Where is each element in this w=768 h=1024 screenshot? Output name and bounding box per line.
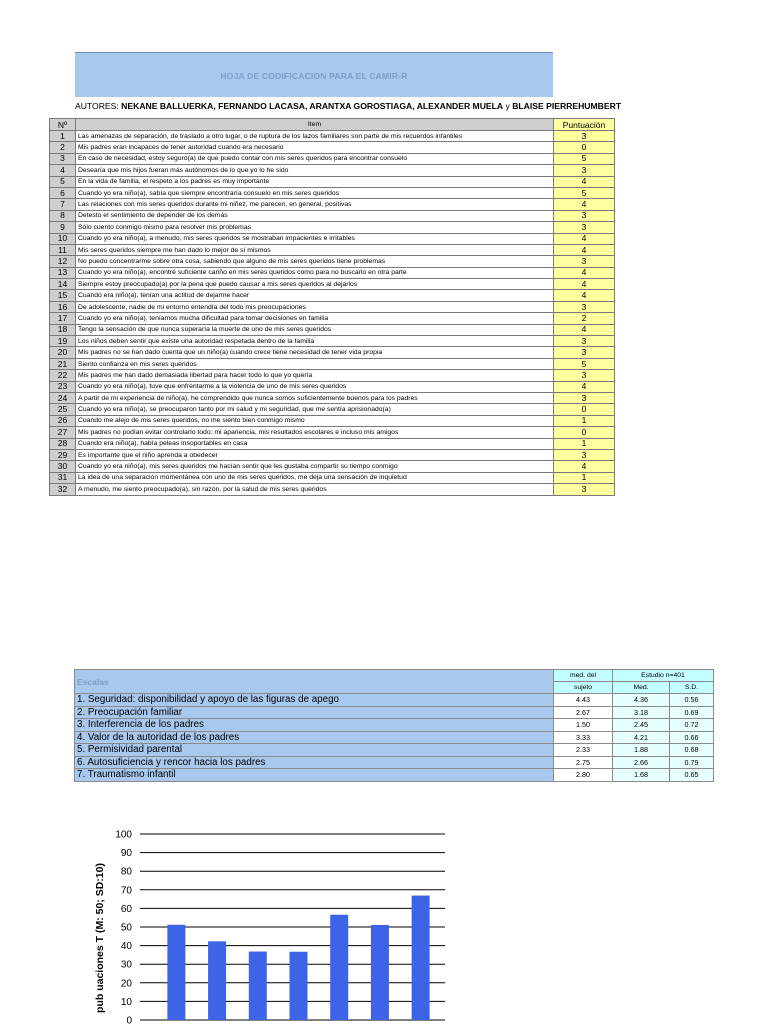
item-text: Cuando yo era niño(a), se preocuparon tanto por mi salud y mi seguridad, que me sentía aprisionado(a)	[76, 404, 554, 415]
scale-study-sd: 0.69	[670, 706, 714, 719]
item-text: En caso de necesidad, estoy seguro(a) de que puedo contar con mis seres queridos para encontrar consuelo	[76, 153, 554, 164]
item-text: Los niños deben sentir que existe una autoridad respetada dentro de la familia	[76, 336, 554, 347]
item-number: 1	[50, 131, 76, 142]
chart-y-tick-label: 20	[120, 978, 132, 990]
item-row	[50, 461, 615, 472]
item-row	[50, 131, 615, 142]
chart-bar	[208, 941, 226, 1020]
item-text: Sólo cuento conmigo mismo para resolver mis problemas	[76, 222, 554, 233]
item-text: A partir de mi experiencia de niño(a), he comprendido que nunca somos suficientemente buenos para los padres	[76, 392, 554, 403]
scale-subject-mean: 3.33	[554, 731, 613, 744]
item-score: 3	[554, 370, 615, 381]
item-score: 1	[554, 472, 615, 483]
item-text: De adolescente, nadie de mi entorno entendía del todo mis preocupaciones	[76, 301, 554, 312]
item-row	[50, 381, 615, 392]
item-number: 10	[50, 233, 76, 244]
items-body	[50, 131, 615, 496]
item-text: Cuando yo era niño(a), sabía que siempre encontraría consuelo en mis seres queridos	[76, 187, 554, 198]
scale-row	[75, 719, 714, 732]
chart-y-tick-label: 80	[120, 866, 132, 878]
item-row	[50, 187, 615, 198]
t-scores-chart	[75, 822, 455, 1024]
scale-study-mean: 2.45	[613, 719, 670, 732]
item-row	[50, 279, 615, 290]
item-text: Cuando era niño(a), había peleas insoportables en casa	[76, 438, 554, 449]
item-score: 4	[554, 290, 615, 301]
item-row	[50, 415, 615, 426]
item-text: La idea de una separación momentánea con uno de mis seres queridos, me deja una sensación de inquietud	[76, 472, 554, 483]
scale-name: 1. Seguridad: disponibilidad y apoyo de las figuras de apego	[75, 694, 554, 707]
chart-y-tick-label: 90	[120, 848, 132, 860]
item-text: Cuando me alejo de mis seres queridos, no me siento bien conmigo mismo	[76, 415, 554, 426]
item-score: 3	[554, 336, 615, 347]
chart-y-tick-label: 70	[120, 885, 132, 897]
item-text: Mis padres me han dado demasiada libertad para hacer todo lo que yo quería	[76, 370, 554, 381]
item-score: 3	[554, 484, 615, 495]
item-score: 4	[554, 461, 615, 472]
item-text: Desearía que mis hijos fueran más autónomos de lo que yo lo he sido	[76, 165, 554, 176]
scale-subject-mean: 2.67	[554, 706, 613, 719]
item-row	[50, 142, 615, 153]
item-number: 21	[50, 358, 76, 369]
scale-subject-mean: 2.33	[554, 744, 613, 757]
item-number: 8	[50, 210, 76, 221]
item-text: Detesto el sentimiento de depender de los demás	[76, 210, 554, 221]
item-score: 0	[554, 427, 615, 438]
item-row	[50, 153, 615, 164]
scale-study-sd: 0.65	[670, 769, 714, 782]
item-text: Las relaciones con mis seres queridos durante mi niñez, me parecen, en general, positivas	[76, 199, 554, 210]
item-number: 31	[50, 472, 76, 483]
scale-name: 7. Traumatismo infantil	[75, 769, 554, 782]
item-number: 4	[50, 165, 76, 176]
item-text: Cuando yo era niño(a), mis seres queridos me hacían sentir que les gustaba compartir su tiempo conmigo	[76, 461, 554, 472]
item-score: 4	[554, 279, 615, 290]
item-text: A menudo, me siento preocupado(a), sin razón, por la salud de mis seres queridos	[76, 484, 554, 495]
scale-study-sd: 0.72	[670, 719, 714, 732]
item-number: 12	[50, 256, 76, 267]
scale-study-mean: 2.66	[613, 756, 670, 769]
item-row	[50, 449, 615, 460]
item-number: 28	[50, 438, 76, 449]
item-number: 7	[50, 199, 76, 210]
item-row	[50, 370, 615, 381]
item-row	[50, 438, 615, 449]
scale-study-mean: 1.88	[613, 744, 670, 757]
item-score: 0	[554, 142, 615, 153]
item-text: Cuando yo era niño(a), teníamos mucha dificultad para tomar decisiones en familia	[76, 313, 554, 324]
item-text: Las amenazas de separación, de traslado a otro lugar, o de ruptura de los lazos familiares son parte de mis recuerdos infantiles	[76, 131, 554, 142]
col-item-header: Item	[76, 119, 554, 131]
item-row	[50, 165, 615, 176]
item-score: 4	[554, 267, 615, 278]
item-row	[50, 222, 615, 233]
item-score: 4	[554, 244, 615, 255]
scale-name: 3. Interferencia de los padres	[75, 719, 554, 732]
item-score: 4	[554, 176, 615, 187]
item-score: 1	[554, 438, 615, 449]
chart-bar	[167, 925, 185, 1020]
authors-last-name: BLAISE PIERREHUMBERT	[512, 101, 622, 111]
sheet-title-box	[75, 52, 553, 97]
item-text: Mis padres no podían evitar controlarlo todo: mi apariencia, mis resultados escolares e incluso mis amigos	[76, 427, 554, 438]
chart-bar	[290, 952, 308, 1020]
authors-label: AUTORES:	[75, 101, 119, 111]
item-row	[50, 267, 615, 278]
scale-name: 4. Valor de la autoridad de los padres	[75, 731, 554, 744]
scale-study-mean: 3.18	[613, 706, 670, 719]
authors-line	[75, 101, 621, 111]
item-row	[50, 210, 615, 221]
item-number: 30	[50, 461, 76, 472]
item-number: 29	[50, 449, 76, 460]
col-sd-header: S.D.	[670, 682, 714, 694]
item-number: 26	[50, 415, 76, 426]
scales-table	[74, 669, 714, 782]
item-number: 15	[50, 290, 76, 301]
chart-y-tick-label: 0	[126, 1015, 132, 1024]
scale-subject-mean: 4.43	[554, 694, 613, 707]
item-text: Cuando yo era niño(a), encontré suficiente cariño en mis seres queridos como para no buscarlo en otra parte	[76, 267, 554, 278]
item-text: Cuando yo era niño(a), tuve que enfrentarme a la violencia de uno de mis seres queridos	[76, 381, 554, 392]
chart-y-tick-label: 40	[120, 941, 132, 953]
col-score-header: Puntuación	[554, 119, 615, 131]
item-score: 5	[554, 187, 615, 198]
item-text: Mis padres no se han dado cuenta que un niño(a) cuando crece tiene necesidad de tener vida propia	[76, 347, 554, 358]
scale-study-sd: 0.68	[670, 744, 714, 757]
item-number: 3	[50, 153, 76, 164]
col-subject-header-2: sujeto	[554, 682, 613, 694]
item-text: No puedo concentrarme sobre otra cosa, sabiendo que alguno de mis seres queridos tiene problemas	[76, 256, 554, 267]
item-score: 3	[554, 222, 615, 233]
item-number: 27	[50, 427, 76, 438]
item-row	[50, 347, 615, 358]
item-number: 14	[50, 279, 76, 290]
scale-study-sd: 0.79	[670, 756, 714, 769]
item-text: Mis seres queridos siempre me han dado lo mejor de sí mismos	[76, 244, 554, 255]
chart-y-tick-label: 100	[115, 829, 132, 841]
item-text: En la vida de familia, el respeto a los padres es muy importante	[76, 176, 554, 187]
items-table	[49, 118, 615, 496]
scale-study-sd: 0.56	[670, 694, 714, 707]
authors-conjunction: y	[505, 101, 510, 111]
item-row	[50, 244, 615, 255]
item-number: 9	[50, 222, 76, 233]
scale-study-mean: 4.36	[613, 694, 670, 707]
item-row	[50, 484, 615, 495]
item-number: 23	[50, 381, 76, 392]
scale-study-sd: 0.66	[670, 731, 714, 744]
item-number: 18	[50, 324, 76, 335]
scales-body	[75, 670, 714, 782]
chart-y-tick-label: 60	[120, 903, 132, 915]
item-score: 4	[554, 199, 615, 210]
authors-names: NEKANE BALLUERKA, FERNANDO LACASA, ARANTXA GOROSTIAGA, ALEXANDER MUELA	[121, 101, 504, 111]
item-score: 4	[554, 381, 615, 392]
scale-name: 2. Preocupación familiar	[75, 706, 554, 719]
item-text: Cuando yo era niño(a), a menudo, mis seres queridos se mostraban impacientes e irritables	[76, 233, 554, 244]
item-row	[50, 256, 615, 267]
item-row	[50, 472, 615, 483]
item-text: Cuando era niño(a), tenían una actitud de dejarme hacer	[76, 290, 554, 301]
item-number: 6	[50, 187, 76, 198]
item-score: 3	[554, 347, 615, 358]
item-score: 4	[554, 324, 615, 335]
item-number: 5	[50, 176, 76, 187]
item-score: 3	[554, 392, 615, 403]
item-row	[50, 404, 615, 415]
scales-header-row-1	[75, 670, 714, 682]
item-score: 3	[554, 131, 615, 142]
items-header-row	[50, 119, 615, 131]
chart-y-axis-label: pub uaciones T (M: 50; SD:10)	[94, 863, 106, 1013]
scale-study-mean: 1.68	[613, 769, 670, 782]
item-score: 3	[554, 165, 615, 176]
scale-row	[75, 706, 714, 719]
chart-y-tick-label: 50	[120, 922, 132, 934]
scale-row	[75, 769, 714, 782]
item-row	[50, 301, 615, 312]
scale-subject-mean: 2.75	[554, 756, 613, 769]
item-number: 22	[50, 370, 76, 381]
scale-row	[75, 744, 714, 757]
scale-name: 6. Autosuficiencia y rencor hacia los padres	[75, 756, 554, 769]
item-number: 13	[50, 267, 76, 278]
sheet-title: HOJA DE CODIFICACION PARA EL CAMIR-R	[220, 71, 408, 81]
item-number: 24	[50, 392, 76, 403]
item-text: Siento confianza en mis seres queridos	[76, 358, 554, 369]
col-subject-header-1: med. del	[554, 670, 613, 682]
item-row	[50, 427, 615, 438]
col-med-header: Med.	[613, 682, 670, 694]
chart-bar	[330, 915, 348, 1020]
scale-name: 5. Permisividad parental	[75, 744, 554, 757]
item-score: 3	[554, 301, 615, 312]
scale-subject-mean: 1.50	[554, 719, 613, 732]
item-score: 5	[554, 358, 615, 369]
item-row	[50, 358, 615, 369]
item-row	[50, 233, 615, 244]
col-study-header: Estudio n=401	[613, 670, 714, 682]
chart-bar	[371, 925, 389, 1020]
item-row	[50, 290, 615, 301]
scale-row	[75, 756, 714, 769]
scale-row	[75, 694, 714, 707]
item-number: 19	[50, 336, 76, 347]
item-row	[50, 313, 615, 324]
item-score: 3	[554, 256, 615, 267]
scale-study-mean: 4.21	[613, 731, 670, 744]
item-score: 5	[554, 153, 615, 164]
item-number: 17	[50, 313, 76, 324]
item-score: 4	[554, 233, 615, 244]
chart-bar	[412, 896, 430, 1020]
item-number: 20	[50, 347, 76, 358]
chart-bar	[249, 952, 267, 1020]
item-number: 25	[50, 404, 76, 415]
item-text: Es importante que el niño aprenda a obedecer	[76, 449, 554, 460]
item-score: 3	[554, 210, 615, 221]
item-row	[50, 176, 615, 187]
scale-subject-mean: 2.80	[554, 769, 613, 782]
item-row	[50, 336, 615, 347]
item-score: 2	[554, 313, 615, 324]
item-row	[50, 392, 615, 403]
item-text: Mis padres eran incapaces de tener autoridad cuando era necesario	[76, 142, 554, 153]
scale-row	[75, 731, 714, 744]
chart-y-tick-label: 30	[120, 959, 132, 971]
col-number-header: Nº	[50, 119, 76, 131]
item-score: 0	[554, 404, 615, 415]
item-text: Tengo la sensación de que nunca superaría la muerte de uno de mis seres queridos	[76, 324, 554, 335]
item-row	[50, 324, 615, 335]
item-score: 3	[554, 449, 615, 460]
chart-y-tick-label: 10	[120, 996, 132, 1008]
item-number: 11	[50, 244, 76, 255]
item-row	[50, 199, 615, 210]
item-number: 32	[50, 484, 76, 495]
item-number: 16	[50, 301, 76, 312]
item-number: 2	[50, 142, 76, 153]
item-score: 1	[554, 415, 615, 426]
item-text: Siempre estoy preocupado(a) por la pena que puedo causar a mis seres queridos al dejarlos	[76, 279, 554, 290]
col-scales-header: Escalas	[75, 670, 554, 694]
chart-tick-labels	[115, 830, 132, 1024]
